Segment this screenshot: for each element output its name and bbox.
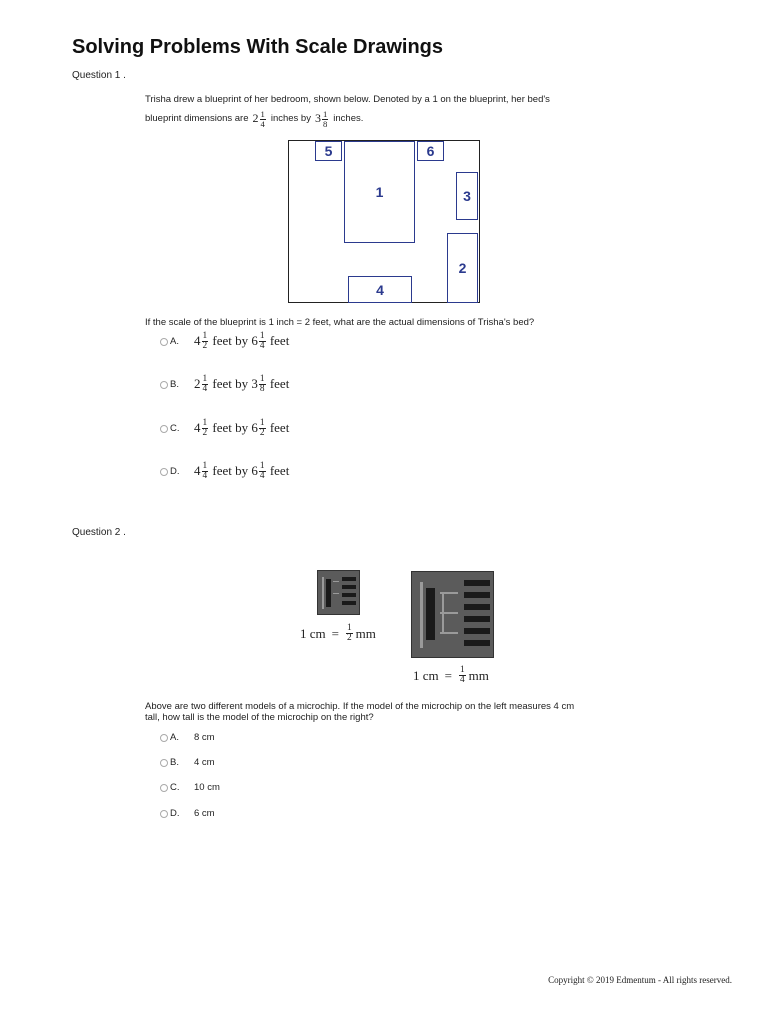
q2-choice-b[interactable] — [160, 757, 215, 768]
scale-num: 1 — [459, 665, 465, 675]
mid-text: feet by — [212, 375, 249, 391]
q1-dim2 — [315, 110, 329, 128]
choice-expression — [194, 332, 289, 352]
choice-text: 8 cm — [194, 732, 215, 743]
chip-pin — [464, 616, 490, 622]
q2-choice-d[interactable] — [160, 808, 215, 819]
choice-letter: B. — [170, 379, 179, 391]
q1-dim2-num: 1 — [322, 109, 328, 119]
q1-dim1 — [253, 110, 267, 128]
end-text: feet — [269, 419, 290, 435]
chip-pin — [464, 604, 490, 610]
blueprint-item-3: 3 — [456, 172, 478, 220]
den-1: 2 — [202, 428, 208, 439]
choice-expression — [194, 419, 289, 439]
q1-dim1-frac — [260, 110, 266, 128]
radio-button[interactable] — [160, 425, 168, 433]
whole-2: 6 — [251, 419, 258, 435]
chip-trace — [333, 593, 339, 594]
scale-left-label — [300, 624, 376, 644]
den-1: 4 — [202, 384, 208, 395]
chip-trace — [442, 594, 444, 634]
den-2: 2 — [259, 428, 265, 439]
whole-2: 6 — [251, 332, 258, 348]
copyright-footer: Copyright © 2019 Edmentum - All rights reserved. — [548, 975, 732, 985]
frac-2 — [259, 419, 266, 439]
scale-right-label — [413, 666, 489, 686]
q1-intro-text-b: inches by — [270, 113, 311, 125]
question-1-label: Question 1 . — [72, 70, 126, 81]
scale-num: 1 — [346, 623, 352, 633]
frac-1 — [202, 332, 209, 352]
blueprint-item-2: 2 — [447, 233, 478, 303]
choice-text: 4 cm — [194, 757, 215, 768]
num-2: 1 — [259, 461, 265, 471]
choice-letter: D. — [170, 466, 180, 478]
scale-eq: = — [331, 625, 339, 641]
chip-trace — [420, 582, 423, 648]
radio-button[interactable] — [160, 810, 168, 818]
den-2: 4 — [259, 341, 265, 352]
q1-dim2-frac — [322, 110, 328, 128]
chip-pin — [464, 580, 490, 586]
choice-letter: B. — [170, 757, 179, 768]
chip-pin — [326, 579, 331, 607]
radio-button[interactable] — [160, 734, 168, 742]
blueprint-item-6: 6 — [417, 141, 444, 161]
q1-dim2-whole: 3 — [314, 110, 321, 125]
scale-den: 4 — [459, 675, 465, 686]
choice-expression — [194, 462, 289, 482]
scale-lhs: 1 cm — [300, 625, 326, 641]
choice-text: 10 cm — [194, 782, 220, 793]
q1-choice-a[interactable] — [160, 332, 289, 352]
blueprint-bed: 1 — [344, 141, 415, 243]
chip-trace — [333, 581, 339, 582]
chip-pin — [464, 628, 490, 634]
q2-question-line1: Above are two different models of a microchip. If the model of the microchip on the left measures 4 cm — [145, 701, 575, 712]
q1-choice-b[interactable] — [160, 375, 289, 395]
scale-unit: mm — [355, 625, 376, 641]
q2-choice-a[interactable] — [160, 732, 215, 743]
q1-choice-c[interactable] — [160, 419, 289, 439]
den-2: 8 — [259, 384, 265, 395]
chip-trace — [322, 577, 324, 609]
choice-letter: C. — [170, 782, 180, 793]
mid-text: feet by — [212, 462, 249, 478]
end-text: feet — [269, 462, 290, 478]
frac-1 — [202, 375, 209, 395]
microchip-large-image — [411, 571, 494, 658]
whole-1: 4 — [194, 419, 201, 435]
num-1: 1 — [202, 374, 208, 384]
num-2: 1 — [259, 418, 265, 428]
choice-letter: A. — [170, 732, 179, 743]
q1-choice-d[interactable] — [160, 462, 289, 482]
whole-2: 6 — [251, 462, 258, 478]
q1-dim2-den: 8 — [322, 118, 328, 129]
scale-frac — [346, 624, 353, 644]
choice-text: 6 cm — [194, 808, 215, 819]
q2-question-line2: tall, how tall is the model of the microchip on the right? — [145, 712, 374, 723]
whole-1: 2 — [194, 375, 201, 391]
radio-button[interactable] — [160, 381, 168, 389]
whole-2: 3 — [251, 375, 258, 391]
chip-pin — [342, 601, 356, 605]
q1-intro-line2 — [145, 110, 363, 128]
den-2: 4 — [259, 471, 265, 482]
question-2-label: Question 2 . — [72, 527, 126, 538]
num-1: 1 — [202, 418, 208, 428]
chip-pin — [342, 593, 356, 597]
scale-frac — [459, 666, 466, 686]
end-text: feet — [269, 332, 290, 348]
choice-letter: A. — [170, 336, 179, 348]
den-1: 4 — [202, 471, 208, 482]
q1-intro-text-c: inches. — [333, 113, 364, 125]
frac-1 — [202, 462, 209, 482]
radio-button[interactable] — [160, 468, 168, 476]
frac-1 — [202, 419, 209, 439]
radio-button[interactable] — [160, 784, 168, 792]
radio-button[interactable] — [160, 338, 168, 346]
num-1: 1 — [202, 461, 208, 471]
den-1: 2 — [202, 341, 208, 352]
scale-den: 2 — [346, 633, 352, 644]
num-1: 1 — [202, 331, 208, 341]
chip-pin — [464, 592, 490, 598]
frac-2 — [259, 332, 266, 352]
blueprint-item-4: 4 — [348, 276, 412, 303]
q1-dim1-den: 4 — [260, 118, 265, 129]
num-2: 1 — [259, 374, 265, 384]
whole-1: 4 — [194, 332, 201, 348]
microchip-small-image — [317, 570, 360, 615]
frac-2 — [259, 462, 266, 482]
choice-expression — [194, 375, 289, 395]
chip-pin — [342, 585, 356, 589]
scale-unit: mm — [468, 667, 489, 683]
choice-letter: C. — [170, 423, 180, 435]
chip-pin — [342, 577, 356, 581]
chip-pin — [464, 640, 490, 646]
page-title: Solving Problems With Scale Drawings — [72, 36, 444, 58]
q1-question: If the scale of the blueprint is 1 inch = 2 feet, what are the actual dimensions of Trisha's bed? — [145, 317, 535, 328]
radio-button[interactable] — [160, 759, 168, 767]
blueprint-item-5: 5 — [315, 141, 342, 161]
q1-dim1-num: 1 — [260, 109, 265, 119]
scale-lhs: 1 cm — [413, 667, 439, 683]
q1-dim1-whole: 2 — [252, 110, 259, 125]
q1-intro-text-a: blueprint dimensions are — [145, 113, 249, 125]
mid-text: feet by — [212, 332, 249, 348]
mid-text: feet by — [212, 419, 249, 435]
frac-2 — [259, 375, 266, 395]
end-text: feet — [269, 375, 290, 391]
chip-pin — [426, 588, 435, 640]
choice-letter: D. — [170, 808, 180, 819]
q2-choice-c[interactable] — [160, 782, 220, 793]
q1-intro-line1: Trisha drew a blueprint of her bedroom, shown below. Denoted by a 1 on the blueprint, her bed's — [145, 94, 550, 105]
whole-1: 4 — [194, 462, 201, 478]
num-2: 1 — [259, 331, 265, 341]
scale-eq: = — [444, 667, 452, 683]
